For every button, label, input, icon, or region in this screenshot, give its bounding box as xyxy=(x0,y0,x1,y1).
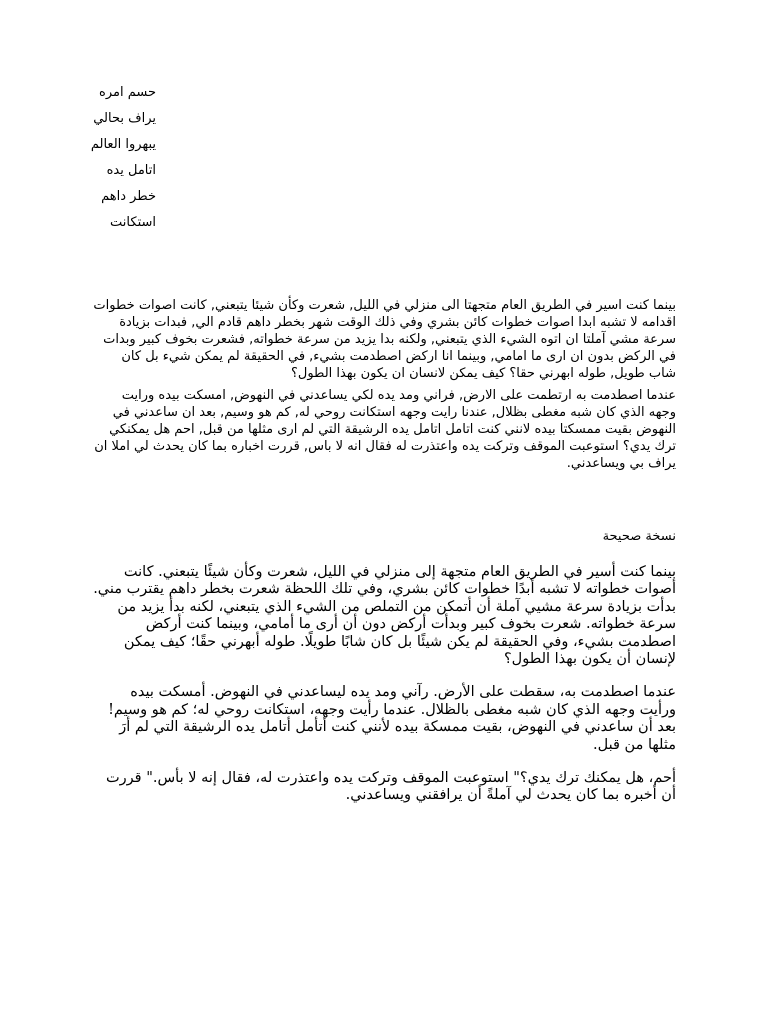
corrected-paragraph: عندما اصطدمت به، سقطت على الأرض. رآني ومد يده ليساعدني في النهوض. أمسكت بيده ورأيت وجهه الذي كان شبه مغطى بالظلال. عندما رأيت وجهه، استكانت روحي له؛ كم هو وسيم! بعد أن ساعدني في النهوض، بقيت ممسكة بيده لأنني كنت أتأمل أتامل يده الرشيقة التي لم أرَ مثلها من قبل. xyxy=(108,684,676,753)
vocabulary-list xyxy=(46,85,156,241)
vocabulary-item: يبهروا العالم xyxy=(90,137,156,152)
corrected-paragraph: أحم، هل يمكنك ترك يدي؟" استوعبت الموقف وتركت يده واعتذرت له، فقال إنه لا بأس." قررت أن أخبره بما كان يحدث لي آملةً أن يرافقني ويساعدني. xyxy=(106,770,676,804)
draft-paragraph: عندما اصطدمت به ارتطمت على الارض, فراني ومد يده لكي يساعدني في النهوض, امسكت بيده ورايت وجهه الذي كان شبه مغطى بظلال, عندنا رايت وجهه استكانت روحي له, كم هو وسيم, بعد ان ساعدني في النهوض بقيت ممسكتا بيده لانني كنت اتامل اتامل يده الرشيقة التي لم ارى مثلها من قبل, احم هل يمكنكي ترك يدي؟ استوعبت الموقف وتركت يده واعتذرت له فقال انه لا باس, قررت اخباره بما كان يحدث لي املا ان يراف بي ويساعدني. xyxy=(94,388,676,471)
draft-story xyxy=(92,297,676,477)
vocabulary-item: خطر داهم xyxy=(101,189,156,204)
vocabulary-item: يراف بحالي xyxy=(93,111,156,126)
vocabulary-item: حسم امره xyxy=(99,85,156,100)
corrected-version-title: نسخة صحيحة xyxy=(602,529,676,544)
corrected-story xyxy=(92,564,676,821)
corrected-paragraph: بينما كنت أسير في الطريق العام متجهة إلى منزلي في الليل، شعرت وكأن شيئًا يتبعني. كانت أصوات خطواته لا تشبه أبدًا خطوات كائن بشري، وفي تلك اللحظة شعرت بخطر داهم يقترب مني. بدأت بزيادة سرعة مشيي آملة أن أتمكن من التملص من الشيء الذي يتبعني، لكنه بدأ يزيد من سرعة خطواته. شعرت بخوف كبير وبدأت أركض دون أن أرى ما أمامي، وبينما كنت أركض اصطدمت بشيء، وفي الحقيقة لم يكن شيئًا بل كان شابًا طويلًا. طوله أبهرني حقًا؛ كيف يمكن لإنسان أن يكون بهذا الطول؟ xyxy=(93,564,676,668)
vocabulary-item: استكانت xyxy=(110,215,156,230)
vocabulary-item: اتامل يده xyxy=(106,163,156,178)
draft-paragraph: بينما كنت اسير في الطريق العام متجهتا الى منزلي في الليل, شعرت وكأن شيئا يتبعني, كانت اصوات خطوات اقدامه لا تشبه ابدا اصوات خطوات كائن بشري وفي ذلك الوقت شهر بخطر داهم قادم الي, فبدات بزيادة سرعة مشي آملتا ان اتوه الشيء الذي يتبعني, ولكنه بدا يزيد من سرعة خطواته, فشعرت بخوف كبير وبدات في الركض بدون ان ارى ما امامي, وبينما انا اركض اصطدمت بشيء, في الحقيقة لم يمكن شيء بل كان شاب طويل, طوله ابهرني حقا؟ كيف يمكن لانسان ان يكون بهذا الطول؟ xyxy=(93,298,676,381)
